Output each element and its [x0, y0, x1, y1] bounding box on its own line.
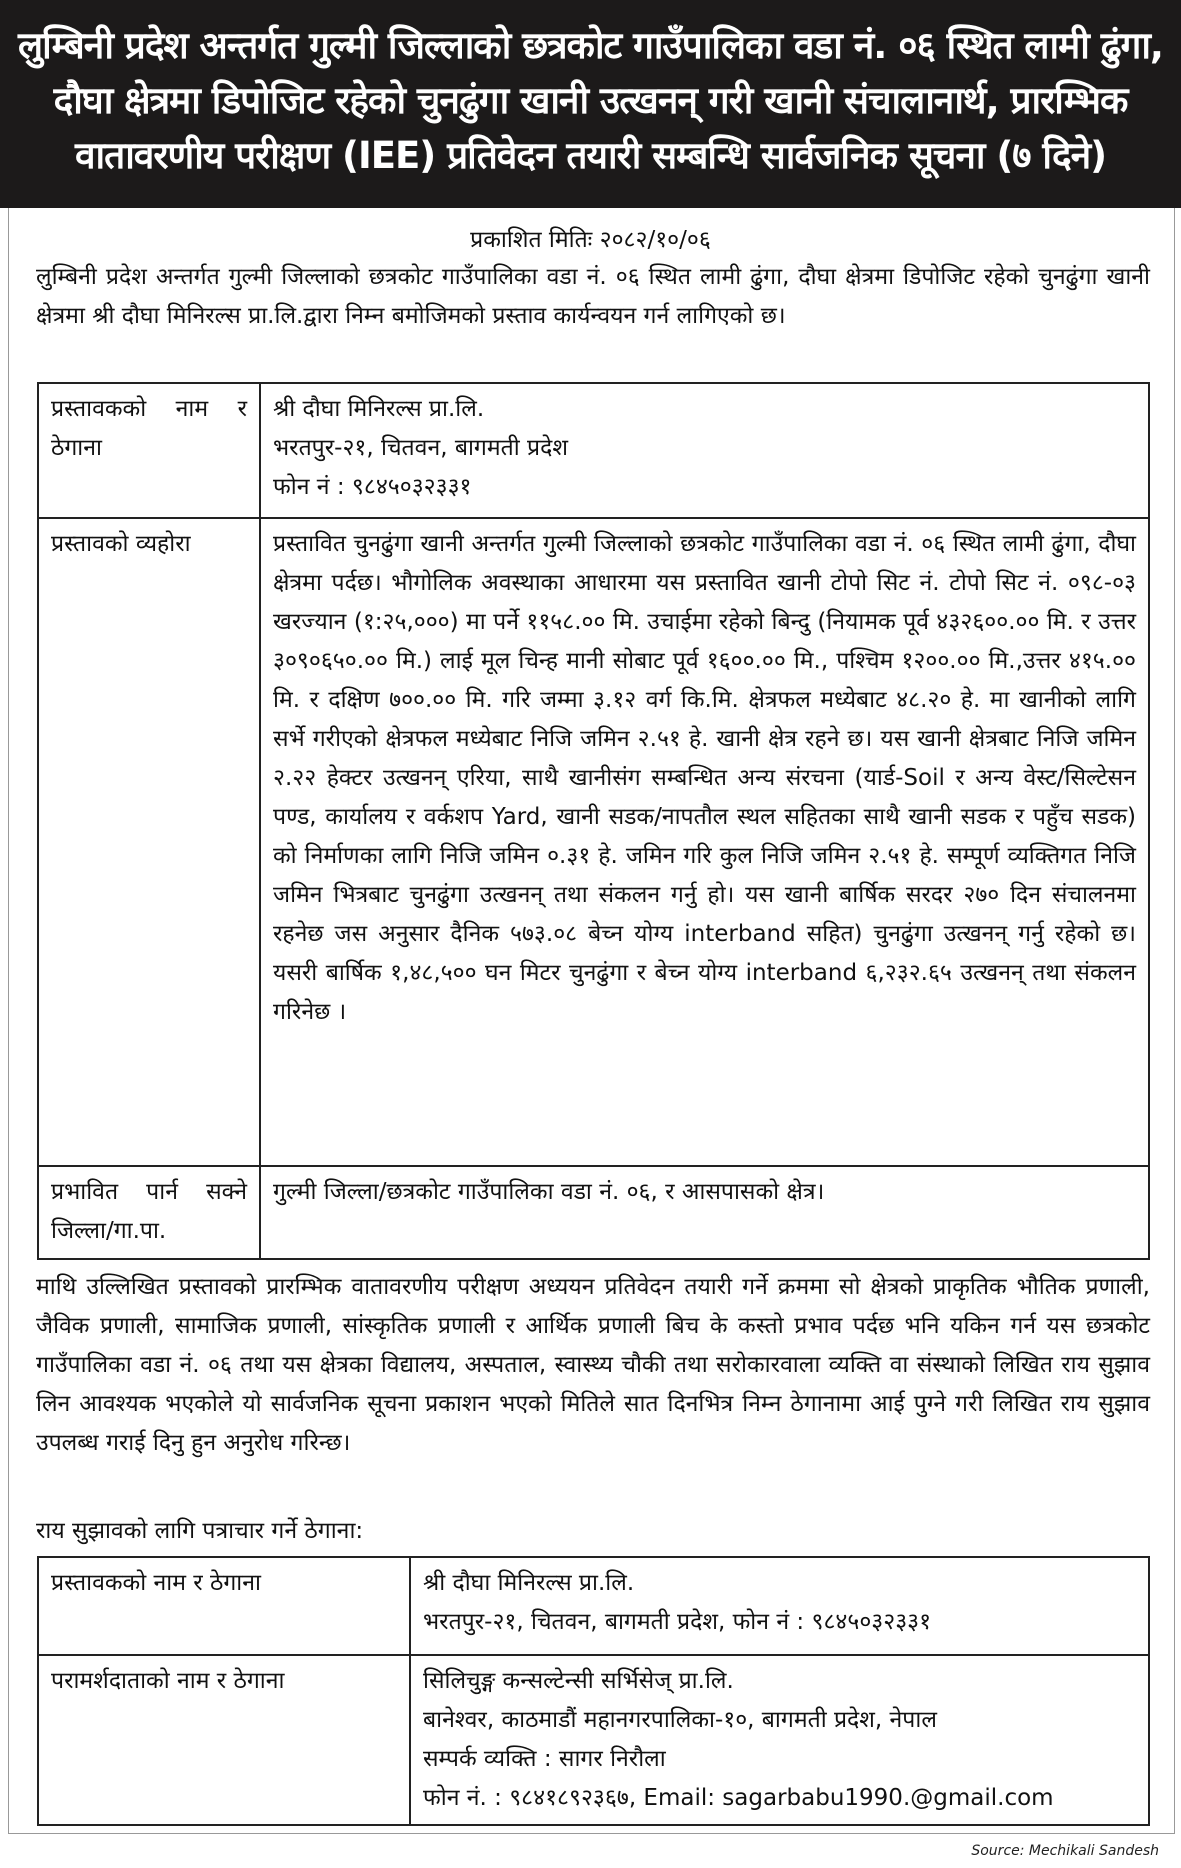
row-label: प्रस्तावको व्यहोरा — [38, 518, 260, 1166]
request-paragraph: माथि उल्लिखित प्रस्तावको प्रारम्भिक वातावरणीय परीक्षण अध्ययन प्रतिवेदन तयारी गर्ने क्रममा सो क्षेत्रको प्राकृतिक भौतिक प्रणाली, जैविक प्रणाली, सामाजिक प्रणाली, सांस्कृतिक प्रणाली र आर्थिक प्रणाली बिच के कस्तो प्रभाव पर्दछ भनि यकिन गर्न यस छत्रकोट गाउँपालिका वडा नं. ०६ तथा यस क्षेत्रका विद्यालय, अस्पताल, स्वास्थ्य चौकी तथा सरोकारवाला व्यक्ति वा संस्थाको लिखित राय सुझाव लिन आवश्यक भएकोले यो सार्वजनिक सूचना प्रकाशन भएको मितिले सात दिनभित्र निम्न ठेगानामा आई पुग्ने गरी लिखित राय सुझाव उपलब्ध गराई दिनु हुन अनुरोध गरिन्छ। — [36, 1274, 1150, 1456]
value-line: सम्पर्क व्यक्ति : सागर निरौला — [423, 1746, 666, 1772]
value-line: सिलिचुङ्ग कन्सल्टेन्सी सर्भिसेज् प्रा.लि. — [423, 1668, 734, 1694]
value-line: श्री दौघा मिनिरल्स प्रा.लि. — [273, 396, 485, 422]
table-row — [38, 1557, 1149, 1655]
value-line: बानेश्वर, काठमाडौं महानगरपालिका-१०, बागमती प्रदेश, नेपाल — [423, 1707, 937, 1733]
row-label: प्रस्तावकको नाम र ठेगाना — [38, 1557, 410, 1655]
value-line: श्री दौघा मिनिरल्स प्रा.लि. — [423, 1570, 635, 1596]
row-value — [410, 1557, 1149, 1655]
headline-line: दौघा क्षेत्रमा डिपोजिट रहेको चुनढुंगा खानी उत्खनन् गरी खानी संचालानार्थ, प्रारम्भिक — [53, 79, 1128, 122]
row-value — [410, 1655, 1149, 1825]
notice-headline — [0, 0, 1181, 208]
row-label: परामर्शदाताको नाम र ठेगाना — [38, 1655, 410, 1825]
value-line: गुल्मी जिल्ला/छत्रकोट गाउँपालिका वडा नं. ०६, र आसपासको क्षेत्र। — [273, 1179, 825, 1205]
row-label: प्रभावित पार्न सक्ने जिल्ला/गा.पा. — [38, 1166, 260, 1259]
table-row — [38, 1166, 1149, 1259]
row-label: प्रस्तावकको नाम र ठेगाना — [38, 383, 260, 518]
row-value — [260, 518, 1149, 1166]
value-line: प्रस्तावित चुनढुंगा खानी अन्तर्गत गुल्मी जिल्लाको छत्रकोट गाउँपालिका वडा नं. ०६ स्थित लामी ढुंगा, दौघा क्षेत्रमा पर्दछ। भौगोलिक अवस्थाका आधारमा यस प्रस्तावित खानी टोपो सिट नं. टोपो सिट नं. ०९८-०३ खरज्यान (१:२५,०००) मा पर्ने ११५८.०० मि. उचाईमा रहेको बिन्दु (नियामक पूर्व ४३२६००.०० मि. र उत्तर ३०९०६५०.०० मि.) लाई मूल चिन्ह मानी सोबाट पूर्व १६००.०० मि., पश्चिम १२००.०० मि.,उत्तर ४१५.०० मि. र दक्षिण ७००.०० मि. गरि जम्मा ३.१२ वर्ग कि.मि. क्षेत्रफल मध्येबाट ४८.२० हे. मा खानीको लागि सर्भे गरीएको क्षेत्रफल मध्येबाट निजि जमिन २.५१ हे. खानी क्षेत्र रहने छ। यस खानी क्षेत्रबाट निजि जमिन २.२२ हेक्टर उत्खनन् एरिया, साथै खानीसंग सम्बन्धित अन्य संरचना (यार्ड-Soil र अन्य वेस्ट/सिल्टेसन पण्ड, कार्यालय र वर्कशप Yard, खानी सडक/नापतौल स्थल सहितका साथै खानी सडक र पहुँच सडक) को निर्माणका लागि निजि जमिन ०.३१ हे. जमिन गरि कुल निजि जमिन २.५१ हे. सम्पूर्ण व्यक्तिगत निजि जमिन भित्रबाट चुनढुंगा उत्खनन् तथा संकलन गर्नु हो। यस खानी बार्षिक सरदर २७० दिन संचालनमा रहनेछ जस अनुसार दैनिक ५७३.०८ बेच्न योग्य interband सहित) चुनढुंगा उत्खनन् गर्नु रहेको छ। यसरी बार्षिक १,४८,५०० घन मिटर चुनढुंगा र बेच्न योग्य interband ६,२३२.६५ उत्खनन् तथा संकलन गरिनेछ । — [273, 531, 1136, 1025]
row-value — [260, 383, 1149, 518]
value-line: भरतपुर-२१, चितवन, बागमती प्रदेश — [273, 435, 568, 461]
contact-heading: राय सुझावको लागि पत्राचार गर्ने ठेगाना: — [36, 1518, 364, 1544]
table-row — [38, 1655, 1149, 1825]
headline-line: लुम्बिनी प्रदेश अन्तर्गत गुल्मी जिल्लाको छत्रकोट गाउँपालिका वडा नं. ०६ स्थित लामी ढुंगा, — [17, 24, 1163, 67]
intro-paragraph: लुम्बिनी प्रदेश अन्तर्गत गुल्मी जिल्लाको छत्रकोट गाउँपालिका वडा नं. ०६ स्थित लामी ढुंगा, दौघा क्षेत्रमा डिपोजिट रहेको चुनढुंगा खानी क्षेत्रमा श्री दौघा मिनिरल्स प्रा.लि.द्वारा निम्न बमोजिमको प्रस्ताव कार्यन्वयन गर्न लागिएको छ। — [36, 264, 1150, 329]
row-value — [260, 1166, 1149, 1259]
email-line: फोन नं. : ९८४१८९२३६७, Email: sagarbabu1990.@gmail.com — [423, 1785, 1054, 1811]
published-date: प्रकाशित मितिः २०८२/१०/०६ — [470, 227, 711, 253]
source-credit: Source: Mechikali Sandesh — [971, 1843, 1159, 1859]
value-line: भरतपुर-२१, चितवन, बागमती प्रदेश, फोन नं : ९८४५०३२३३१ — [423, 1609, 932, 1635]
table-row — [38, 383, 1149, 518]
headline-line: वातावरणीय परीक्षण (IEE) प्रतिवेदन तयारी सम्बन्धि सार्वजनिक सूचना (७ दिने) — [74, 134, 1107, 177]
proposal-table — [37, 382, 1150, 1260]
contact-table — [37, 1556, 1150, 1826]
table-row — [38, 518, 1149, 1166]
value-line: फोन नं : ९८४५०३२३३१ — [273, 474, 472, 500]
